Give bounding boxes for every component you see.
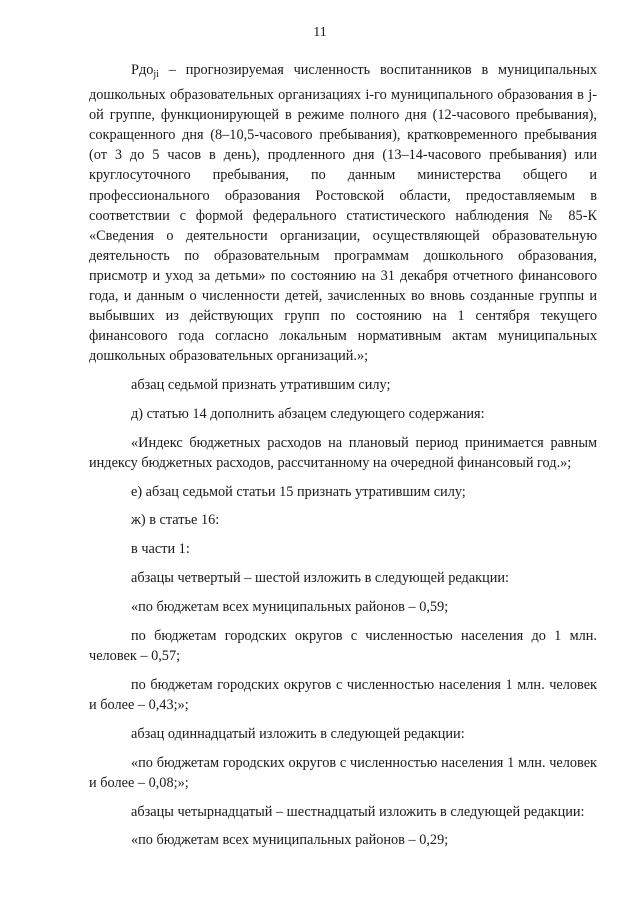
paragraph: абзац седьмой признать утратившим силу;	[131, 376, 391, 393]
paragraph: «по бюджетам городских округов с численностью населения 1 млн. человек и более – 0,08;»;	[89, 754, 597, 791]
variable-subscript: ji	[153, 69, 159, 80]
page-number: 11	[313, 25, 327, 40]
paragraph: «по бюджетам всех муниципальных районов – 0,29;	[131, 832, 449, 849]
paragraph: в части 1:	[131, 541, 190, 558]
paragraph: абзац одиннадцатый изложить в следующей редакции:	[131, 725, 465, 742]
paragraph: «Индекс бюджетных расходов на плановый период принимается равным индексу бюджетных расходов, рассчитанному на очередной финансовый год.»;	[89, 434, 597, 471]
paragraph: по бюджетам городских округов с численностью населения 1 млн. человек и более – 0,43;»;	[89, 676, 597, 713]
paragraph: абзацы четвертый – шестой изложить в следующей редакции:	[131, 569, 510, 586]
definition-text: – прогнозируемая численность воспитанников в муниципальных дошкольных образовательных организациях i-го муниципального образования в j-ой группе, функционирующей в режиме полного дня (12-часового пребывания), сокращенного дня (8–10,5-часового пребывания), кратковременного пребывания (от 3 до 5 часов в день), продленного дня (13–14-часового пребывания) или круглосуточного пребывания, по данным министерства общего и профессионального образования Ростовской области, предоставляемым в соответствии с формой федерального статистического наблюдения № 85-К «Сведения о деятельности организации, осуществляющей образовательную деятельность по образовательным программам дошкольного образования, присмотр и уход за детьми» по состоянию на 31 декабря отчетного финансового года, и данным о численности детей, зачисленных во вновь созданные группы и выбывших из действующих групп по состоянию на 1 сентября текущего финансового года согласно локальным нормативным актам муниципальных дошкольных образовательных организаций.»;	[89, 62, 597, 365]
paragraph: «по бюджетам всех муниципальных районов – 0,59;	[131, 598, 449, 615]
paragraph: ж) в статье 16:	[131, 512, 220, 529]
document-body	[89, 60, 597, 851]
paragraph-definition	[89, 60, 597, 366]
paragraph: е) абзац седьмой статьи 15 признать утратившим силу;	[131, 483, 466, 500]
paragraph: д) статью 14 дополнить абзацем следующего содержания:	[131, 405, 485, 422]
variable-symbol: Pдо	[131, 62, 154, 78]
paragraph: по бюджетам городских округов с численностью населения до 1 млн. человек – 0,57;	[89, 627, 597, 664]
paragraph: абзацы четырнадцатый – шестнадцатый изложить в следующей редакции:	[131, 803, 585, 820]
